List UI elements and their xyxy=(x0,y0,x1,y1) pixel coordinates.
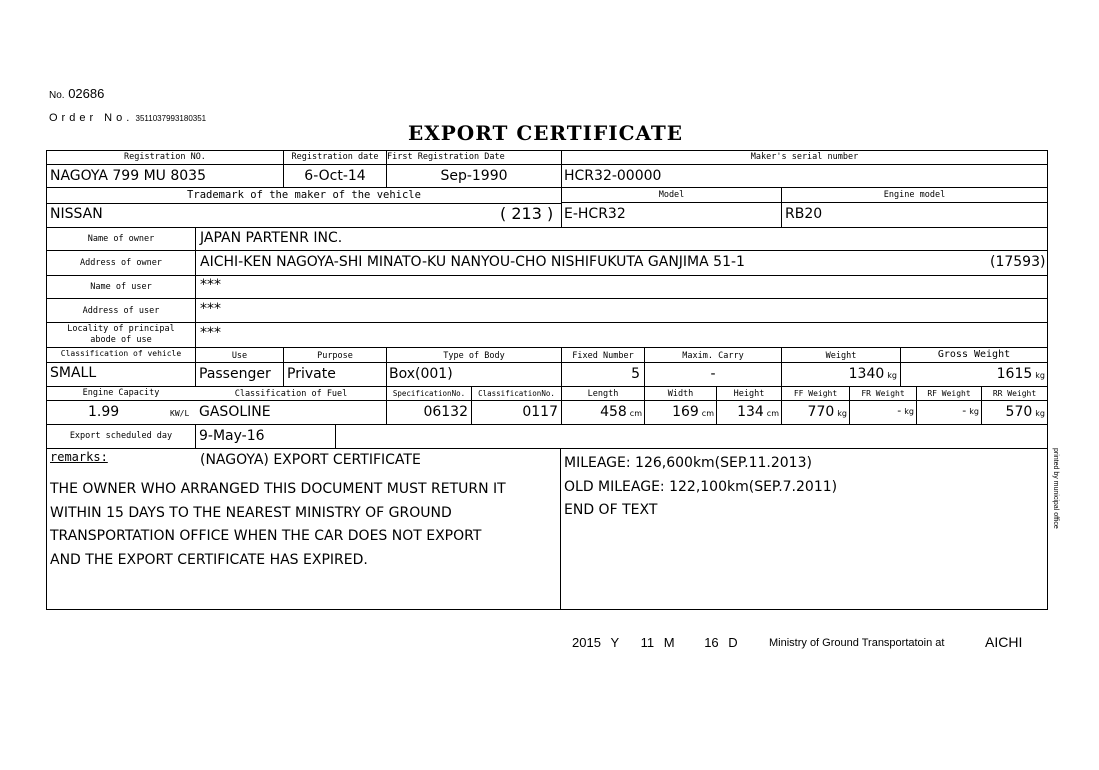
remarks-line: AND THE EXPORT CERTIFICATE HAS EXPIRED. xyxy=(50,551,368,568)
fixed-value: 5 xyxy=(631,366,640,382)
class-label: Classification of vehicle xyxy=(60,349,182,358)
ff-number: 770 xyxy=(807,404,835,420)
locality-value: *** xyxy=(200,325,221,341)
ministry-text: Ministry of Ground Transportatoin at xyxy=(769,637,945,649)
width-label: Width xyxy=(667,389,694,399)
purpose-value: Private xyxy=(287,366,336,382)
owner-name-label: Name of owner xyxy=(87,234,155,244)
number-label: No. xyxy=(49,90,65,101)
page-title: EXPORT CERTIFICATE xyxy=(408,121,684,145)
classno-value: 0117 xyxy=(522,404,558,420)
carry-label: Maxim. Carry xyxy=(682,351,744,361)
length-unit: cm xyxy=(629,409,642,418)
capacity-label: Engine Capacity xyxy=(82,388,160,398)
order-label: Order No. xyxy=(49,112,134,124)
registration-date-value: 6-Oct-14 xyxy=(304,168,366,184)
use-value: Passenger xyxy=(199,366,271,382)
fr-number: - xyxy=(897,404,902,417)
class-value: SMALL xyxy=(50,365,97,381)
capacity-unit: KW/L xyxy=(170,409,190,418)
issue-year: 2015 xyxy=(572,635,601,650)
fuel-label: Classification of Fuel xyxy=(234,389,348,399)
gross-label: Gross Weight xyxy=(937,349,1011,360)
mileage-notes xyxy=(564,452,837,523)
body-label: Type of Body xyxy=(443,351,505,361)
rr-label: RR Weight xyxy=(992,389,1037,398)
mileage-line: MILEAGE: 126,600km(SEP.11.2013) xyxy=(564,455,812,471)
export-scheduled-label: Export scheduled day xyxy=(69,431,173,441)
registration-no-value: NAGOYA 799 MU 8035 xyxy=(50,168,206,184)
remarks-line: TRANSPORTATION OFFICE WHEN THE CAR DOES NOT EXPORT xyxy=(50,528,482,544)
ff-unit: kg xyxy=(837,409,847,418)
order-number xyxy=(49,112,206,124)
classno-label: ClassificationNo. xyxy=(478,389,555,398)
registration-date-label: Registration date xyxy=(291,152,379,162)
width-unit: cm xyxy=(701,409,714,418)
ff-value xyxy=(782,404,847,420)
gross-number: 1615 xyxy=(996,366,1033,382)
gross-value xyxy=(901,366,1045,382)
capacity-value: 1.99 xyxy=(88,404,120,420)
width-value xyxy=(645,404,714,420)
height-unit: cm xyxy=(766,409,779,418)
body-value: Box(001) xyxy=(389,366,453,382)
gross-unit: kg xyxy=(1035,371,1045,380)
ff-label: FF Weight xyxy=(793,389,838,398)
owner-address-label: Address of owner xyxy=(80,258,162,268)
issue-day: 16 xyxy=(704,635,719,650)
carry-value: - xyxy=(710,366,716,382)
month-marker: M xyxy=(663,635,675,650)
makers-serial-label: Maker's serial number xyxy=(750,152,859,162)
fr-value xyxy=(850,404,914,417)
weight-label: Weight xyxy=(825,351,857,361)
spec-value: 06132 xyxy=(423,404,468,420)
locality-label xyxy=(47,324,195,346)
weight-value xyxy=(782,366,897,382)
fuel-value: GASOLINE xyxy=(199,404,271,420)
old-mileage-line: OLD MILEAGE: 122,100km(SEP.7.2011) xyxy=(564,478,838,495)
model-value: E-HCR32 xyxy=(564,206,626,222)
fr-unit: kg xyxy=(904,407,914,416)
year-marker: Y xyxy=(610,635,619,650)
rr-unit: kg xyxy=(1035,409,1045,418)
rf-number: - xyxy=(962,404,967,417)
rr-number: 570 xyxy=(1005,404,1033,420)
locality-label-line2: abode of use xyxy=(90,335,152,345)
engine-model-value: RB20 xyxy=(785,206,823,222)
purpose-label: Purpose xyxy=(317,351,353,361)
owner-address-value: AICHI-KEN NAGOYA-SHI MINATO-KU NANYOU-CHO NISHIFUKUTA GANJIMA 51-1 xyxy=(200,254,745,270)
number-value: 02686 xyxy=(68,86,105,101)
locality-label-line1: Locality of principal xyxy=(67,324,175,334)
order-value: 3511037993180351 xyxy=(135,114,207,123)
certificate-number xyxy=(49,86,104,101)
fixed-label: Fixed Number xyxy=(572,351,634,361)
rr-value xyxy=(982,404,1045,420)
rf-value xyxy=(917,404,979,417)
rf-label: RF Weight xyxy=(927,389,971,398)
weight-unit: kg xyxy=(887,371,897,380)
first-registration-label: First Registration Date xyxy=(387,152,505,162)
issue-date xyxy=(572,635,738,650)
remarks-line: WITHIN 15 DAYS TO THE NEAREST MINISTRY OF GROUND xyxy=(50,504,452,521)
owner-name-value: JAPAN PARTENR INC. xyxy=(200,230,343,246)
length-value xyxy=(562,404,642,420)
length-label: Length xyxy=(587,389,619,399)
owner-address-code: (17593) xyxy=(990,254,1046,270)
weight-number: 1340 xyxy=(848,366,885,382)
user-name-label: Name of user xyxy=(90,282,152,292)
height-value xyxy=(717,404,779,420)
makers-serial-value: HCR32-00000 xyxy=(564,168,662,184)
first-registration-value: Sep-1990 xyxy=(440,168,508,184)
trademark-code: ( 213 ) xyxy=(500,204,554,223)
engine-model-label: Engine model xyxy=(883,190,946,200)
end-of-text: END OF TEXT xyxy=(564,502,658,518)
side-note: printed by municipal office xyxy=(1052,448,1059,529)
issue-month: 11 xyxy=(640,635,655,650)
trademark-label: Trademark of the maker of the vehicle xyxy=(187,189,421,201)
height-label: Height xyxy=(733,389,765,399)
user-name-value: *** xyxy=(200,277,221,293)
user-address-value: *** xyxy=(200,301,221,317)
spec-label: SpecificationNo. xyxy=(392,389,466,398)
day-marker: D xyxy=(728,635,738,650)
width-number: 169 xyxy=(672,404,699,420)
model-label: Model xyxy=(658,190,685,200)
rf-unit: kg xyxy=(969,407,979,416)
remarks-heading: (NAGOYA) EXPORT CERTIFICATE xyxy=(200,452,421,468)
export-scheduled-value: 9-May-16 xyxy=(199,428,265,444)
user-address-label: Address of user xyxy=(82,306,160,316)
trademark-value: NISSAN xyxy=(50,206,103,222)
length-number: 458 xyxy=(600,404,627,420)
remarks-label: remarks: xyxy=(50,450,108,464)
use-label: Use xyxy=(231,351,248,361)
issue-location: AICHI xyxy=(985,634,1023,650)
height-number: 134 xyxy=(737,404,764,420)
registration-no-label: Registration NO. xyxy=(124,152,206,162)
remarks-body xyxy=(50,478,506,572)
fr-label: FR Weight xyxy=(861,389,905,398)
remarks-line: THE OWNER WHO ARRANGED THIS DOCUMENT MUST RETURN IT xyxy=(50,481,506,497)
